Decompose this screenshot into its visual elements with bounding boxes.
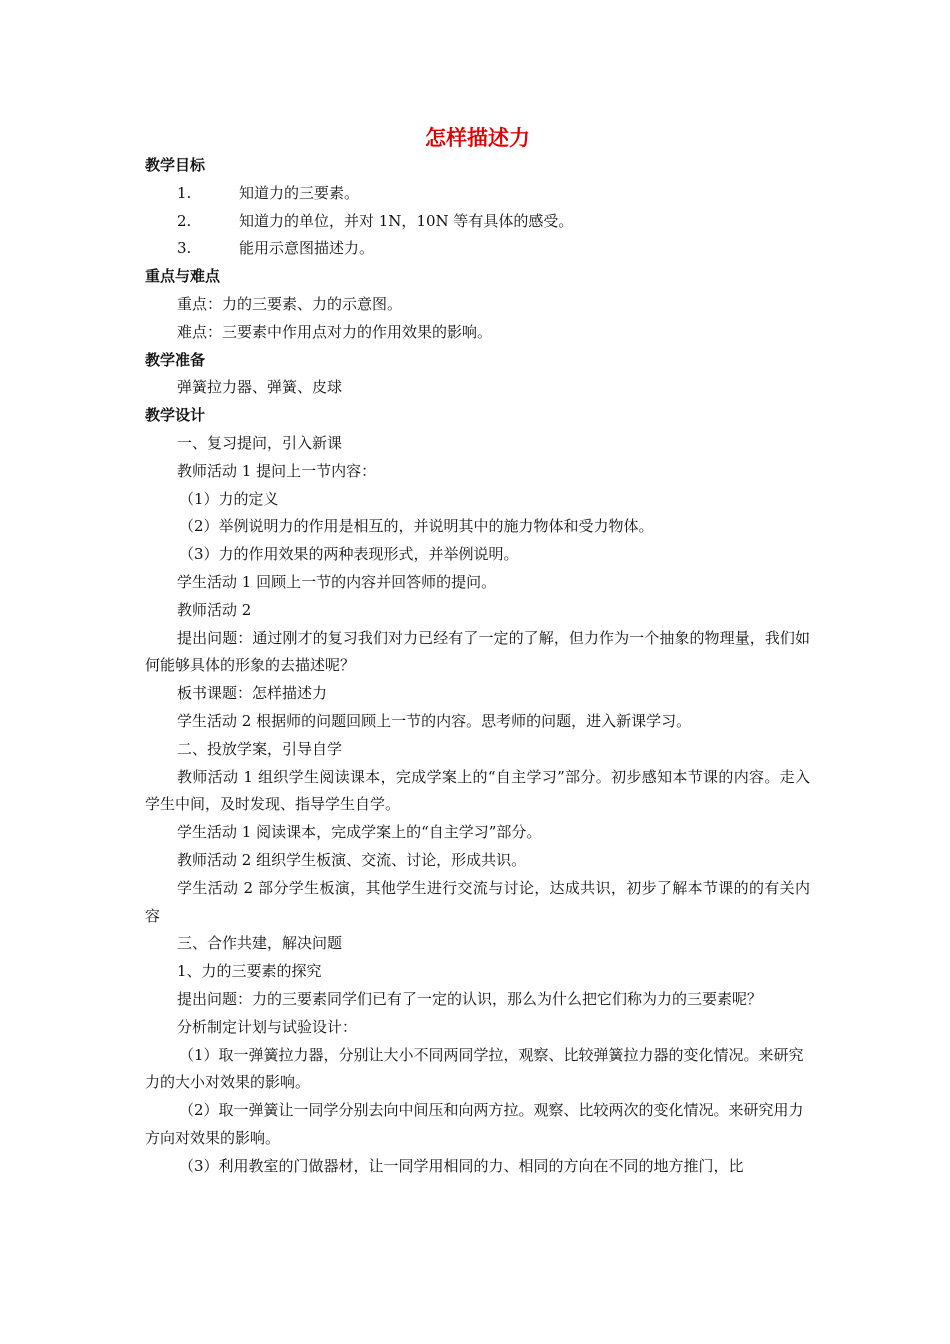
section-heading-goals: 教学目标 — [145, 156, 206, 174]
design-line: 板书课题：怎样描述力 — [177, 684, 328, 703]
goal-text: 知道力的三要素。 — [239, 183, 360, 202]
design-line: （3）力的作用效果的两种表现形式，并举例说明。 — [179, 545, 519, 564]
design-line: 学生活动 2 部分学生板演，其他学生进行交流与讨论，达成共识，初步了解本节课的的有关内容 — [145, 878, 810, 925]
design-line: （1）取一弹簧拉力器，分别让大小不同两同学拉，观察、比较弹簧拉力器的变化情况。来研究力的大小对效果的影响。 — [145, 1045, 804, 1092]
design-line: （3）利用教室的门做器材，让一同学用相同的力、相同的方向在不同的地方推门，比 — [179, 1156, 744, 1175]
document-content — [145, 124, 810, 1180]
design-line: 二、投放学案，引导自学 — [177, 739, 343, 758]
goal-item — [145, 180, 810, 208]
design-line: 提出问题：力的三要素同学们已有了一定的认识，那么为什么把它们称为力的三要素呢？ — [177, 989, 763, 1008]
goal-text: 能用示意图描述力。 — [239, 239, 375, 258]
design-line: 学生活动 1 回顾上一节的内容并回答师的提问。 — [177, 572, 497, 591]
goal-number: 2. — [177, 211, 192, 230]
design-line: 教师活动 1 组织学生阅读课本，完成学案上的“自主学习”部分。初步感知本节课的内容。走入学生中间，及时发现、指导学生自学。 — [145, 767, 810, 814]
design-line: 教师活动 1 提问上一节内容： — [177, 461, 377, 480]
design-line: 学生活动 1 阅读课本，完成学案上的“自主学习”部分。 — [177, 823, 542, 842]
design-line: （2）举例说明力的作用是相互的，并说明其中的施力物体和受力物体。 — [179, 517, 654, 536]
section-heading-design: 教学设计 — [145, 406, 206, 425]
goal-text: 知道力的单位，并对 1N，10N 等有具体的感受。 — [239, 211, 574, 230]
design-line: 1、力的三要素的探究 — [177, 962, 322, 981]
goal-number: 1. — [177, 183, 192, 202]
goal-number: 3. — [177, 239, 192, 258]
design-line: 教师活动 2 组织学生板演、交流、讨论，形成共识。 — [177, 850, 527, 869]
section-heading-preparation: 教学准备 — [145, 350, 206, 369]
design-line: 学生活动 2 根据师的问题回顾上一节的内容。思考师的问题，进入新课学习。 — [177, 711, 692, 730]
design-line: 教师活动 2 — [177, 600, 252, 619]
preparation-line: 弹簧拉力器、弹簧、皮球 — [177, 378, 343, 397]
goal-item — [145, 208, 810, 236]
design-line: （1）力的定义 — [179, 489, 279, 508]
goal-item — [145, 235, 810, 263]
design-line: （2）取一弹簧让一同学分别去向中间压和向两方拉。观察、比较两次的变化情况。来研究用力方向对效果的影响。 — [145, 1101, 804, 1147]
section-heading-key-points: 重点与难点 — [145, 267, 221, 286]
design-line: 提出问题：通过刚才的复习我们对力已经有了一定的了解，但力作为一个抽象的物理量，我们如何能够具体的形象的去描述呢？ — [145, 628, 810, 675]
design-line: 一、复习提问，引入新课 — [177, 433, 343, 452]
design-line: 分析制定计划与试验设计： — [177, 1017, 358, 1036]
document-title: 怎样描述力 — [425, 126, 530, 150]
key-point-line: 重点：力的三要素、力的示意图。 — [177, 294, 403, 313]
design-line: 三、合作共建，解决问题 — [177, 934, 343, 953]
difficult-point-line: 难点：三要素中作用点对力的作用效果的影响。 — [177, 322, 493, 341]
